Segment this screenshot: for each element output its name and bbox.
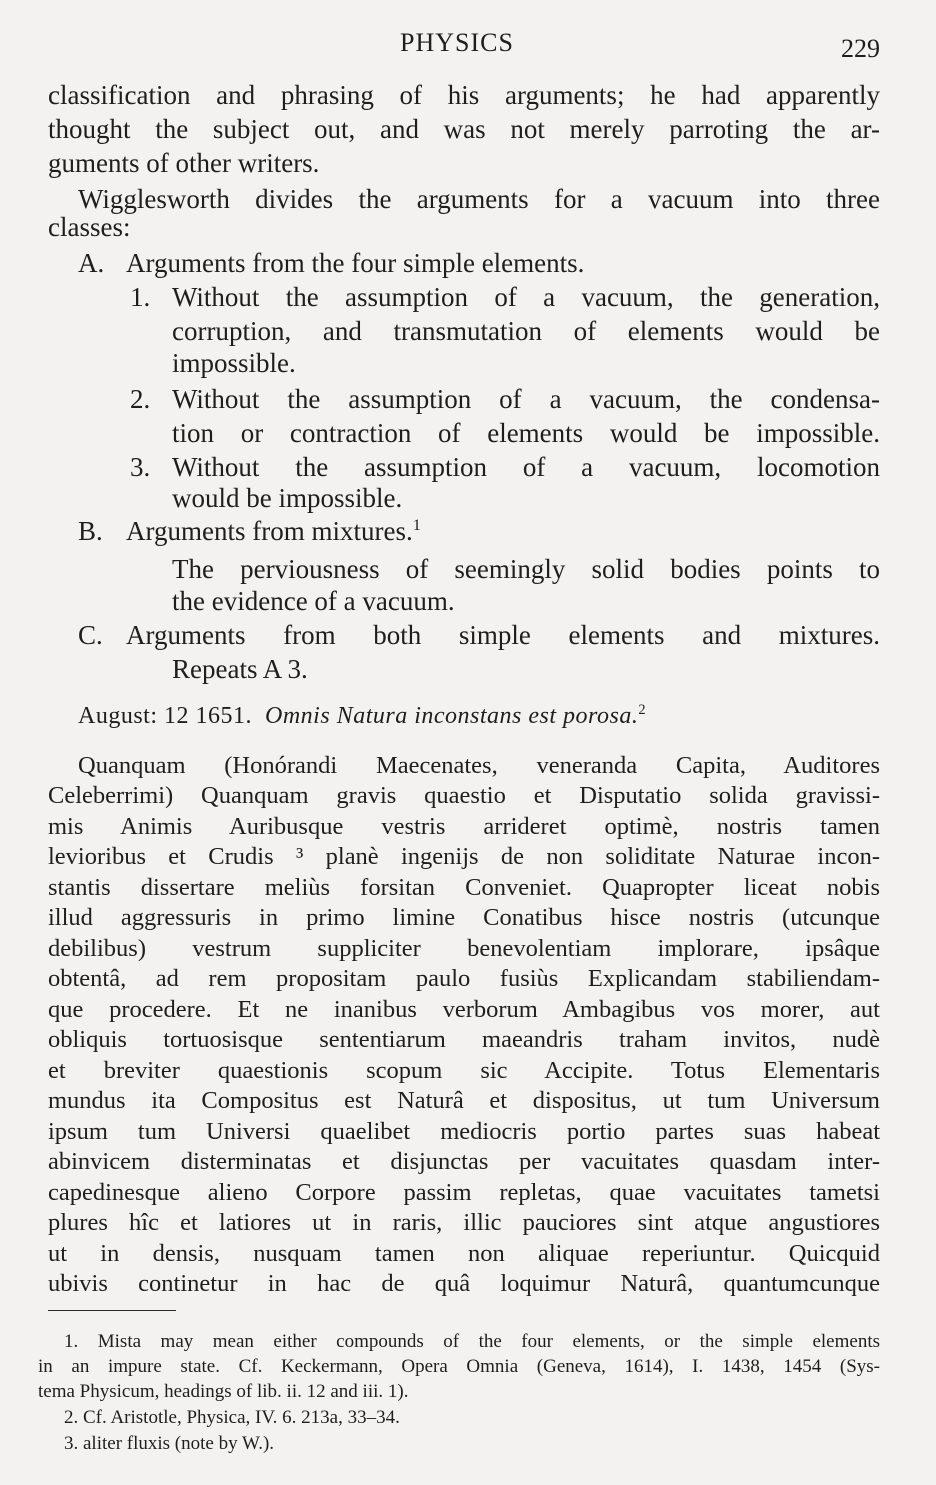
outline-line: Repeats A 3.: [172, 654, 308, 684]
outline-line: would be impossible.: [172, 483, 403, 513]
outline-line: Without the assumption of a vacuum, locomotion: [172, 452, 880, 482]
outline-label: C.: [78, 620, 103, 650]
outline-label: 2.: [130, 384, 151, 414]
latin-line: ipsum tum Universi quaelibet mediocris portio partes suas habeat: [48, 1118, 880, 1145]
outline-heading: Arguments from the four simple elements.: [126, 248, 585, 278]
outline-line: Without the assumption of a vacuum, the condensa-: [172, 384, 880, 414]
page-number: 229: [841, 34, 880, 63]
outline-label: A.: [78, 248, 105, 278]
body-line: classification and phrasing of his arguments; he had apparently: [48, 80, 880, 110]
outline-line: tion or contraction of elements would be impossible.: [172, 418, 880, 448]
body-line: guments of other writers.: [48, 148, 320, 178]
footnote-ref: 2: [638, 702, 647, 718]
latin-line: levioribus et Crudis ³ planè ingenijs de non soliditate Naturae incon-: [48, 843, 880, 870]
footnote-rule: [48, 1310, 176, 1311]
latin-line: obliquis tortuosisque sententiarum maeandris traham invitos, nudè: [48, 1026, 880, 1053]
latin-line: mundus ita Compositus est Naturâ et dispositus, ut tum Universum: [48, 1087, 880, 1114]
footnote-ref: 1: [412, 516, 421, 534]
latin-line: mis Animis Auribusque vestris arrideret optimè, nostris tamen: [48, 813, 880, 840]
outline-line: Arguments from both simple elements and mixtures.: [126, 620, 880, 650]
latin-line: et breviter quaestionis scopum sic Accipite. Totus Elementaris: [48, 1057, 880, 1084]
outline-label: 1.: [130, 282, 151, 312]
outline-label: B.: [78, 516, 103, 546]
latin-line: que procedere. Et ne inanibus verborum Ambagibus vos morer, aut: [48, 996, 880, 1023]
outline-label: 3.: [130, 452, 151, 482]
thesis-heading: [78, 703, 646, 730]
footnote-3: 3. aliter fluxis (note by W.).: [64, 1433, 275, 1454]
latin-line: debilibus) vestrum suppliciter benevolentiam implorare, ipsâque: [48, 935, 880, 962]
latin-line: Quanquam (Honórandi Maecenates, veneranda Capita, Auditores: [78, 752, 880, 779]
thesis-title: Omnis Natura inconstans est porosa.: [265, 703, 639, 729]
outline-line: the evidence of a vacuum.: [172, 586, 455, 616]
body-line: thought the subject out, and was not merely parroting the ar-: [48, 114, 880, 144]
outline-line: corruption, and transmutation of elements would be: [172, 316, 880, 346]
body-line: classes:: [48, 212, 131, 242]
outline-heading-text: Arguments from mixtures.: [126, 516, 413, 546]
latin-line: obtentâ, ad rem propositam paulo fusiùs Explicandam stabiliendam-: [48, 965, 880, 992]
latin-line: plures hîc et latiores ut in raris, illic pauciores sint atque angustiores: [48, 1209, 880, 1236]
latin-line: ut in densis, nusquam tamen non aliquae reperiuntur. Quicquid: [48, 1240, 880, 1267]
latin-line: abinvicem disterminatas et disjunctas per vacuitates quasdam inter-: [48, 1148, 880, 1175]
running-title: PHYSICS: [400, 28, 514, 57]
footnote-2: 2. Cf. Aristotle, Physica, IV. 6. 213a, 33–34.: [64, 1407, 400, 1428]
latin-line: capedinesque alieno Corpore passim repletas, quae vacuitates tametsi: [48, 1179, 880, 1206]
footnote-1-line: in an impure state. Cf. Keckermann, Opera Omnia (Geneva, 1614), I. 1438, 1454 (Sys-: [38, 1356, 880, 1377]
footnote-1-line: tema Physicum, headings of lib. ii. 12 and iii. 1).: [38, 1381, 409, 1402]
outline-line: impossible.: [172, 348, 296, 378]
thesis-date: August: 12 1651.: [78, 703, 253, 729]
latin-line: ubivis continetur in hac de quâ loquimur Naturâ, quantumcunque: [48, 1270, 880, 1297]
latin-line: stantis dissertare meliùs forsitan Conveniet. Quapropter liceat nobis: [48, 874, 880, 901]
latin-line: illud aggressuris in primo limine Conatibus hisce nostris (utcunque: [48, 904, 880, 931]
latin-line: Celeberrimi) Quanquam gravis quaestio et Disputatio solida gravissi-: [48, 782, 880, 809]
outline-line: Without the assumption of a vacuum, the generation,: [172, 282, 880, 312]
outline-line: The perviousness of seemingly solid bodies points to: [172, 554, 880, 584]
outline-heading: [126, 514, 421, 548]
body-line: Wigglesworth divides the arguments for a vacuum into three: [78, 184, 880, 214]
footnote-1-line: 1. Mista may mean either compounds of the four elements, or the simple elements: [64, 1331, 880, 1352]
page-header: [0, 28, 936, 64]
